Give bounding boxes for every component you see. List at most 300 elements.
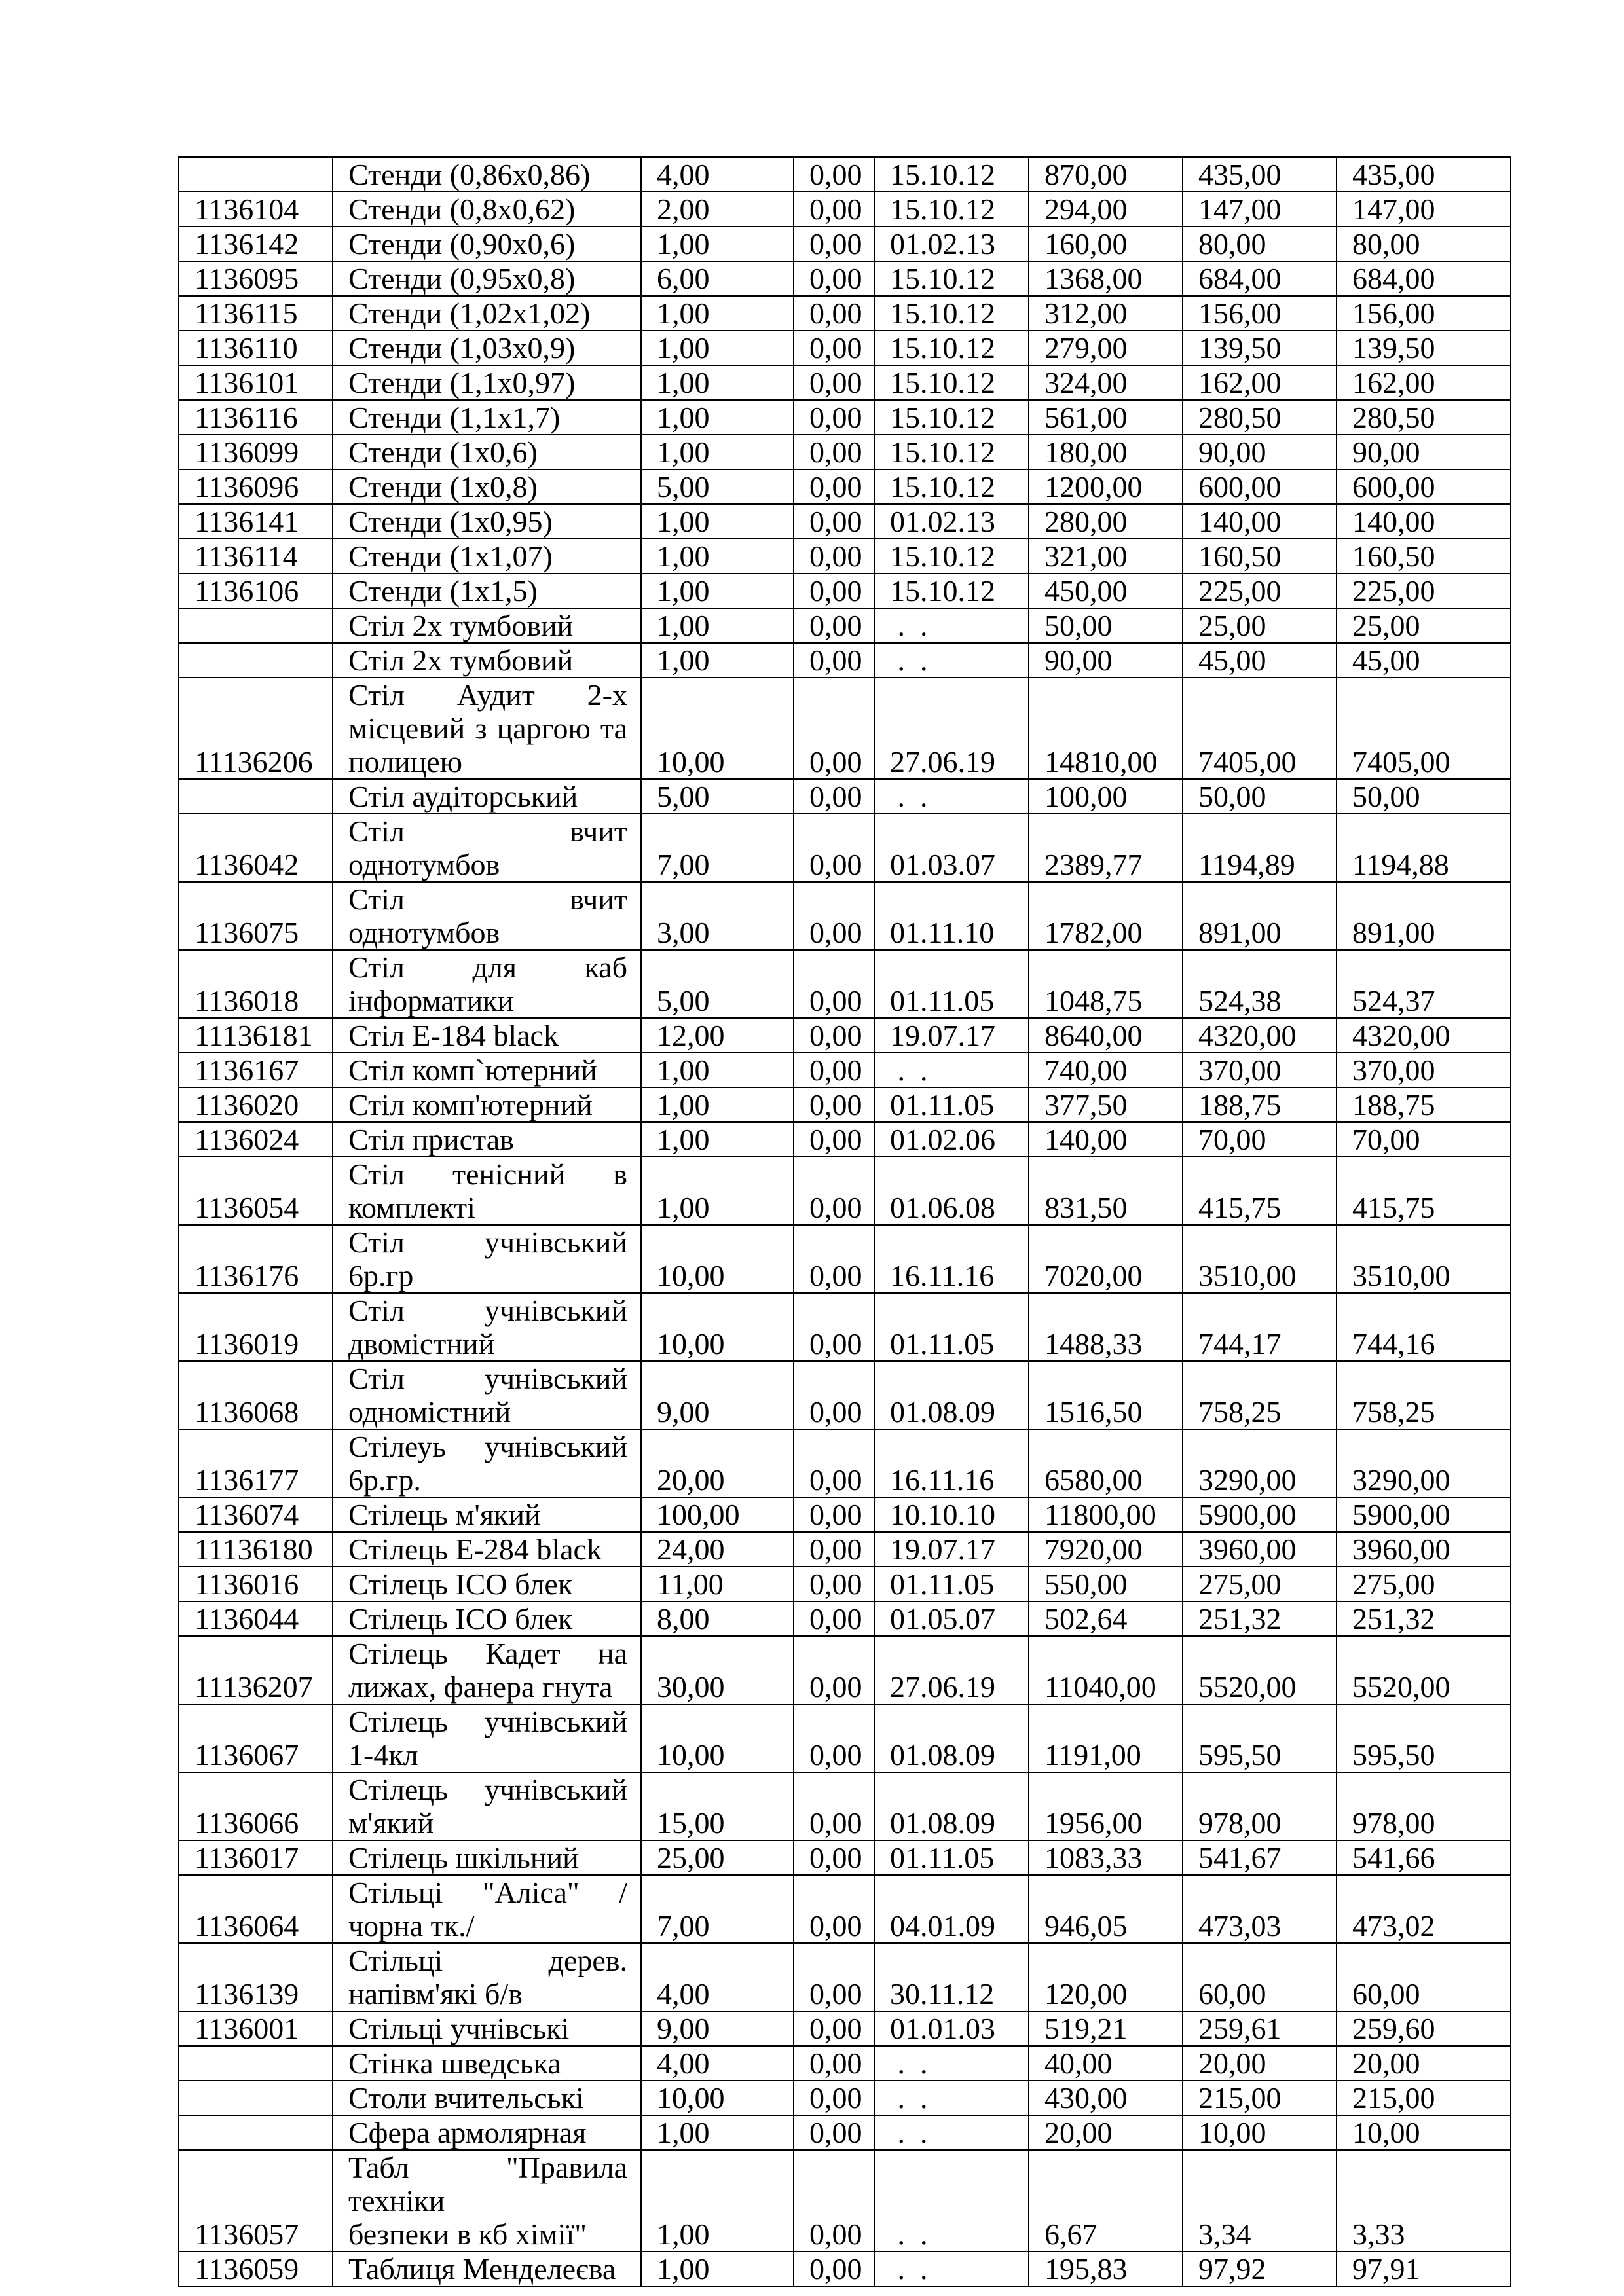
zero-value-cell: 0,00 [794,2150,874,2251]
date-cell: 01.08.09 [874,1361,1029,1429]
item-name-line: Стільці учнівські [348,2012,570,2045]
table-row [179,192,1511,227]
inventory-code-cell: 11136206 [179,678,333,779]
zero-value-cell: 0,00 [794,2115,874,2150]
residual-value-cell: 3510,00 [1337,1225,1511,1293]
zero-value-cell: 0,00 [794,779,874,814]
item-name-cell [333,814,641,882]
total-cost-cell: 519,21 [1029,2011,1183,2046]
zero-value-cell: 0,00 [794,2251,874,2286]
table-row [179,435,1511,469]
zero-value-cell: 0,00 [794,882,874,950]
date-cell: 01.03.07 [874,814,1029,882]
item-name-line: 6р.гр. [348,1463,421,1497]
date-cell: 15.10.12 [874,469,1029,504]
item-name-line: двомістний [348,1327,495,1360]
zero-value-cell: 0,00 [794,814,874,882]
item-name-cell [333,2046,641,2081]
item-name-line: Стіл 2х тумбовий [348,644,574,677]
total-cost-cell: 195,83 [1029,2251,1183,2286]
total-cost-cell: 312,00 [1029,296,1183,331]
quantity-cell: 25,00 [641,1840,794,1875]
date-cell: 15.10.12 [874,261,1029,296]
inventory-code-cell: 1136067 [179,1704,333,1772]
date-cell: 01.02.06 [874,1122,1029,1157]
depreciation-cell: 473,03 [1183,1875,1337,1943]
item-name-line: Стілець ІСО блек [348,1602,573,1635]
total-cost-cell: 11800,00 [1029,1497,1183,1532]
zero-value-cell: 0,00 [794,469,874,504]
residual-value-cell: 188,75 [1337,1087,1511,1122]
quantity-cell: 5,00 [641,950,794,1018]
item-name-line: Стіл вчит однотумбов [348,814,627,881]
inventory-code-cell: 11136207 [179,1636,333,1704]
depreciation-cell: 188,75 [1183,1087,1337,1122]
date-cell: 01.02.13 [874,227,1029,261]
inventory-code-cell: 1136068 [179,1361,333,1429]
zero-value-cell: 0,00 [794,157,874,192]
inventory-code-cell: 11136180 [179,1532,333,1567]
quantity-cell: 1,00 [641,643,794,678]
table-row [179,1567,1511,1601]
total-cost-cell: 7920,00 [1029,1532,1183,1567]
depreciation-cell: 140,00 [1183,504,1337,539]
total-cost-cell: 180,00 [1029,435,1183,469]
depreciation-cell: 978,00 [1183,1772,1337,1840]
table-row [179,1225,1511,1293]
item-name-line: м'який [348,1806,434,1840]
date-cell: . . [874,2251,1029,2286]
item-name-line: Стенди (0,86x0,86) [348,158,591,191]
item-name-line: Стінка шведська [348,2047,561,2080]
residual-value-cell: 3290,00 [1337,1429,1511,1497]
item-name-cell [333,1567,641,1601]
quantity-cell: 1,00 [641,331,794,365]
table-row [179,504,1511,539]
residual-value-cell: 5900,00 [1337,1497,1511,1532]
zero-value-cell: 0,00 [794,1157,874,1225]
depreciation-cell: 4320,00 [1183,1018,1337,1053]
item-name-line: Стіл для каб [348,951,627,984]
zero-value-cell: 0,00 [794,1293,874,1361]
zero-value-cell: 0,00 [794,1429,874,1497]
table-row [179,814,1511,882]
item-name-line: напівм'які б/в [348,1977,523,2011]
total-cost-cell: 946,05 [1029,1875,1183,1943]
inventory-code-cell: 1136139 [179,1943,333,2011]
inventory-code-cell [179,608,333,643]
zero-value-cell: 0,00 [794,296,874,331]
residual-value-cell: 160,50 [1337,539,1511,574]
quantity-cell: 1,00 [641,400,794,435]
date-cell: 15.10.12 [874,296,1029,331]
item-name-cell [333,1361,641,1429]
quantity-cell: 15,00 [641,1772,794,1840]
depreciation-cell: 70,00 [1183,1122,1337,1157]
date-cell: 15.10.12 [874,331,1029,365]
quantity-cell: 1,00 [641,504,794,539]
depreciation-cell: 225,00 [1183,574,1337,608]
zero-value-cell: 0,00 [794,678,874,779]
table-row [179,227,1511,261]
depreciation-cell: 3,34 [1183,2150,1337,2251]
table-row [179,2046,1511,2081]
residual-value-cell: 595,50 [1337,1704,1511,1772]
date-cell: 01.11.05 [874,1567,1029,1601]
quantity-cell: 10,00 [641,1293,794,1361]
depreciation-cell: 156,00 [1183,296,1337,331]
residual-value-cell: 978,00 [1337,1772,1511,1840]
total-cost-cell: 1956,00 [1029,1772,1183,1840]
item-name-line: комплекті [348,1191,475,1224]
item-name-cell [333,678,641,779]
date-cell: 16.11.16 [874,1225,1029,1293]
table-row [179,950,1511,1018]
total-cost-cell: 502,64 [1029,1601,1183,1636]
table-row [179,678,1511,779]
depreciation-cell: 25,00 [1183,608,1337,643]
zero-value-cell: 0,00 [794,1018,874,1053]
zero-value-cell: 0,00 [794,1943,874,2011]
quantity-cell: 100,00 [641,1497,794,1532]
inventory-code-cell: 1136066 [179,1772,333,1840]
item-name-cell [333,2011,641,2046]
inventory-code-cell: 1136177 [179,1429,333,1497]
date-cell: 01.11.05 [874,950,1029,1018]
zero-value-cell: 0,00 [794,1497,874,1532]
inventory-code-cell: 1136024 [179,1122,333,1157]
item-name-cell [333,365,641,400]
inventory-code-cell: 1136044 [179,1601,333,1636]
item-name-line: Стіл пристав [348,1123,514,1156]
item-name-line: чорна тк./ [348,1909,475,1942]
depreciation-cell: 259,61 [1183,2011,1337,2046]
total-cost-cell: 1516,50 [1029,1361,1183,1429]
inventory-code-cell [179,643,333,678]
total-cost-cell: 6580,00 [1029,1429,1183,1497]
table-row [179,1875,1511,1943]
inventory-code-cell: 1136095 [179,261,333,296]
residual-value-cell: 80,00 [1337,227,1511,261]
quantity-cell: 12,00 [641,1018,794,1053]
inventory-code-cell: 1136075 [179,882,333,950]
depreciation-cell: 139,50 [1183,331,1337,365]
table-row [179,469,1511,504]
item-name-cell [333,539,641,574]
residual-value-cell: 10,00 [1337,2115,1511,2150]
inventory-code-cell: 1136019 [179,1293,333,1361]
total-cost-cell: 550,00 [1029,1567,1183,1601]
item-name-line: Стенди (1x0,95) [348,505,553,538]
item-name-cell [333,504,641,539]
item-name-line: місцевий з царгою та [348,712,627,745]
depreciation-cell: 20,00 [1183,2046,1337,2081]
total-cost-cell: 2389,77 [1029,814,1183,882]
inventory-code-cell: 1136017 [179,1840,333,1875]
depreciation-cell: 524,38 [1183,950,1337,1018]
item-name-line: Стенди (1,1x0,97) [348,366,576,399]
item-name-line: полицею [348,745,462,778]
table-row [179,296,1511,331]
residual-value-cell: 435,00 [1337,157,1511,192]
item-name-cell [333,1157,641,1225]
total-cost-cell: 8640,00 [1029,1018,1183,1053]
table-row [179,2150,1511,2251]
item-name-line: Стілець м'який [348,1498,541,1531]
inventory-code-cell: 1136115 [179,296,333,331]
item-name-line: Стенди (1x1,07) [348,539,553,573]
table-row [179,1293,1511,1361]
quantity-cell: 10,00 [641,678,794,779]
total-cost-cell: 430,00 [1029,2081,1183,2115]
residual-value-cell: 90,00 [1337,435,1511,469]
item-name-cell [333,574,641,608]
item-name-cell [333,227,641,261]
inventory-code-cell: 1136142 [179,227,333,261]
item-name-line: Стіл учнівський [348,1294,627,1327]
depreciation-cell: 162,00 [1183,365,1337,400]
quantity-cell: 1,00 [641,365,794,400]
inventory-code-cell: 1136059 [179,2251,333,2286]
item-name-line: Стенди (0,90x0,6) [348,227,576,261]
zero-value-cell: 0,00 [794,2081,874,2115]
depreciation-cell: 97,92 [1183,2251,1337,2286]
table-row [179,2011,1511,2046]
date-cell: 15.10.12 [874,365,1029,400]
residual-value-cell: 156,00 [1337,296,1511,331]
item-name-line: Стенди (1,02x1,02) [348,297,591,330]
total-cost-cell: 1048,75 [1029,950,1183,1018]
inventory-code-cell [179,157,333,192]
quantity-cell: 1,00 [641,435,794,469]
residual-value-cell: 251,32 [1337,1601,1511,1636]
total-cost-cell: 7020,00 [1029,1225,1183,1293]
item-name-cell [333,779,641,814]
residual-value-cell: 415,75 [1337,1157,1511,1225]
inventory-code-cell: 1136106 [179,574,333,608]
residual-value-cell: 891,00 [1337,882,1511,950]
inventory-code-cell: 1136096 [179,469,333,504]
depreciation-cell: 684,00 [1183,261,1337,296]
total-cost-cell: 294,00 [1029,192,1183,227]
table-row [179,400,1511,435]
table-row [179,539,1511,574]
zero-value-cell: 0,00 [794,2046,874,2081]
depreciation-cell: 370,00 [1183,1053,1337,1087]
total-cost-cell: 561,00 [1029,400,1183,435]
residual-value-cell: 473,02 [1337,1875,1511,1943]
item-name-line: Стілець учнівський [348,1773,627,1806]
table-row [179,1429,1511,1497]
item-name-cell [333,1772,641,1840]
quantity-cell: 7,00 [641,1875,794,1943]
date-cell: 10.10.10 [874,1497,1029,1532]
zero-value-cell: 0,00 [794,1601,874,1636]
date-cell: 15.10.12 [874,539,1029,574]
total-cost-cell: 1368,00 [1029,261,1183,296]
depreciation-cell: 215,00 [1183,2081,1337,2115]
depreciation-cell: 147,00 [1183,192,1337,227]
item-name-line: Стенди (0,8x0,62) [348,192,576,226]
zero-value-cell: 0,00 [794,1772,874,1840]
total-cost-cell: 50,00 [1029,608,1183,643]
depreciation-cell: 7405,00 [1183,678,1337,779]
residual-value-cell: 70,00 [1337,1122,1511,1157]
item-name-line: Стенди (1x0,6) [348,435,538,469]
item-name-cell [333,1053,641,1087]
inventory-code-cell: 1136020 [179,1087,333,1122]
residual-value-cell: 50,00 [1337,779,1511,814]
item-name-line: Стілець Е-284 black [348,1533,602,1566]
quantity-cell: 7,00 [641,814,794,882]
inventory-table-body [179,157,1511,2286]
item-name-line: Стільці дерев. [348,1944,627,1977]
zero-value-cell: 0,00 [794,1840,874,1875]
total-cost-cell: 279,00 [1029,331,1183,365]
total-cost-cell: 90,00 [1029,643,1183,678]
quantity-cell: 1,00 [641,2150,794,2251]
item-name-cell [333,1532,641,1567]
zero-value-cell: 0,00 [794,1361,874,1429]
quantity-cell: 4,00 [641,1943,794,2011]
item-name-line: Столи вчительські [348,2081,584,2115]
zero-value-cell: 0,00 [794,574,874,608]
residual-value-cell: 140,00 [1337,504,1511,539]
item-name-line: Стіл 2х тумбовий [348,609,574,642]
date-cell: 01.08.09 [874,1772,1029,1840]
item-name-line: Стенди (1,1x1,7) [348,401,561,434]
date-cell: . . [874,1053,1029,1087]
inventory-code-cell: 1136110 [179,331,333,365]
zero-value-cell: 0,00 [794,643,874,678]
inventory-code-cell [179,2081,333,2115]
residual-value-cell: 684,00 [1337,261,1511,296]
total-cost-cell: 1083,33 [1029,1840,1183,1875]
residual-value-cell: 758,25 [1337,1361,1511,1429]
quantity-cell: 1,00 [641,539,794,574]
total-cost-cell: 321,00 [1029,539,1183,574]
item-name-line: Стенди (1,03x0,9) [348,331,576,365]
depreciation-cell: 3960,00 [1183,1532,1337,1567]
zero-value-cell: 0,00 [794,1087,874,1122]
inventory-table [178,156,1511,2287]
residual-value-cell: 524,37 [1337,950,1511,1018]
quantity-cell: 1,00 [641,608,794,643]
item-name-line: Стіл Е-184 black [348,1019,559,1052]
item-name-cell [333,1875,641,1943]
item-name-cell [333,643,641,678]
quantity-cell: 4,00 [641,2046,794,2081]
date-cell: 15.10.12 [874,574,1029,608]
zero-value-cell: 0,00 [794,1122,874,1157]
date-cell: 30.11.12 [874,1943,1029,2011]
table-row [179,2115,1511,2150]
total-cost-cell: 20,00 [1029,2115,1183,2150]
item-name-cell [333,2150,641,2251]
date-cell: 01.11.05 [874,1087,1029,1122]
table-row [179,1601,1511,1636]
item-name-cell [333,1018,641,1053]
inventory-code-cell: 1136074 [179,1497,333,1532]
item-name-line: Стілець Кадет на [348,1637,627,1670]
residual-value-cell: 225,00 [1337,574,1511,608]
zero-value-cell: 0,00 [794,504,874,539]
date-cell: 01.11.10 [874,882,1029,950]
zero-value-cell: 0,00 [794,331,874,365]
total-cost-cell: 140,00 [1029,1122,1183,1157]
residual-value-cell: 7405,00 [1337,678,1511,779]
depreciation-cell: 435,00 [1183,157,1337,192]
quantity-cell: 1,00 [641,1122,794,1157]
table-row [179,2081,1511,2115]
table-row [179,331,1511,365]
date-cell: 19.07.17 [874,1532,1029,1567]
table-row [179,643,1511,678]
inventory-code-cell: 1136054 [179,1157,333,1225]
zero-value-cell: 0,00 [794,1704,874,1772]
item-name-line: одномістний [348,1395,511,1429]
table-row [179,1053,1511,1087]
residual-value-cell: 1194,88 [1337,814,1511,882]
table-row [179,1943,1511,2011]
item-name-cell [333,435,641,469]
inventory-code-cell: 1136141 [179,504,333,539]
depreciation-cell: 60,00 [1183,1943,1337,2011]
inventory-code-cell: 1136001 [179,2011,333,2046]
depreciation-cell: 45,00 [1183,643,1337,678]
item-name-line: Стілеуь учнівський [348,1430,627,1463]
item-name-cell [333,608,641,643]
item-name-line: 1-4кл [348,1738,418,1772]
zero-value-cell: 0,00 [794,950,874,1018]
depreciation-cell: 10,00 [1183,2115,1337,2150]
residual-value-cell: 280,50 [1337,400,1511,435]
item-name-cell [333,1293,641,1361]
depreciation-cell: 5520,00 [1183,1636,1337,1704]
inventory-code-cell [179,2046,333,2081]
inventory-code-cell: 1136101 [179,365,333,400]
date-cell: . . [874,2150,1029,2251]
residual-value-cell: 3,33 [1337,2150,1511,2251]
item-name-cell [333,1087,641,1122]
item-name-line: лижах, фанера гнута [348,1670,613,1704]
item-name-cell [333,1943,641,2011]
quantity-cell: 2,00 [641,192,794,227]
depreciation-cell: 275,00 [1183,1567,1337,1601]
inventory-code-cell: 1136116 [179,400,333,435]
item-name-cell [333,1704,641,1772]
quantity-cell: 9,00 [641,1361,794,1429]
total-cost-cell: 1782,00 [1029,882,1183,950]
total-cost-cell: 870,00 [1029,157,1183,192]
date-cell: 01.05.07 [874,1601,1029,1636]
inventory-code-cell: 1136057 [179,2150,333,2251]
date-cell: . . [874,2046,1029,2081]
residual-value-cell: 20,00 [1337,2046,1511,2081]
date-cell: 15.10.12 [874,192,1029,227]
table-row [179,1122,1511,1157]
date-cell: . . [874,643,1029,678]
item-name-cell [333,1497,641,1532]
residual-value-cell: 3960,00 [1337,1532,1511,1567]
quantity-cell: 1,00 [641,2115,794,2150]
residual-value-cell: 147,00 [1337,192,1511,227]
total-cost-cell: 1200,00 [1029,469,1183,504]
date-cell: 01.11.05 [874,1293,1029,1361]
inventory-code-cell: 1136104 [179,192,333,227]
total-cost-cell: 6,67 [1029,2150,1183,2251]
quantity-cell: 5,00 [641,779,794,814]
